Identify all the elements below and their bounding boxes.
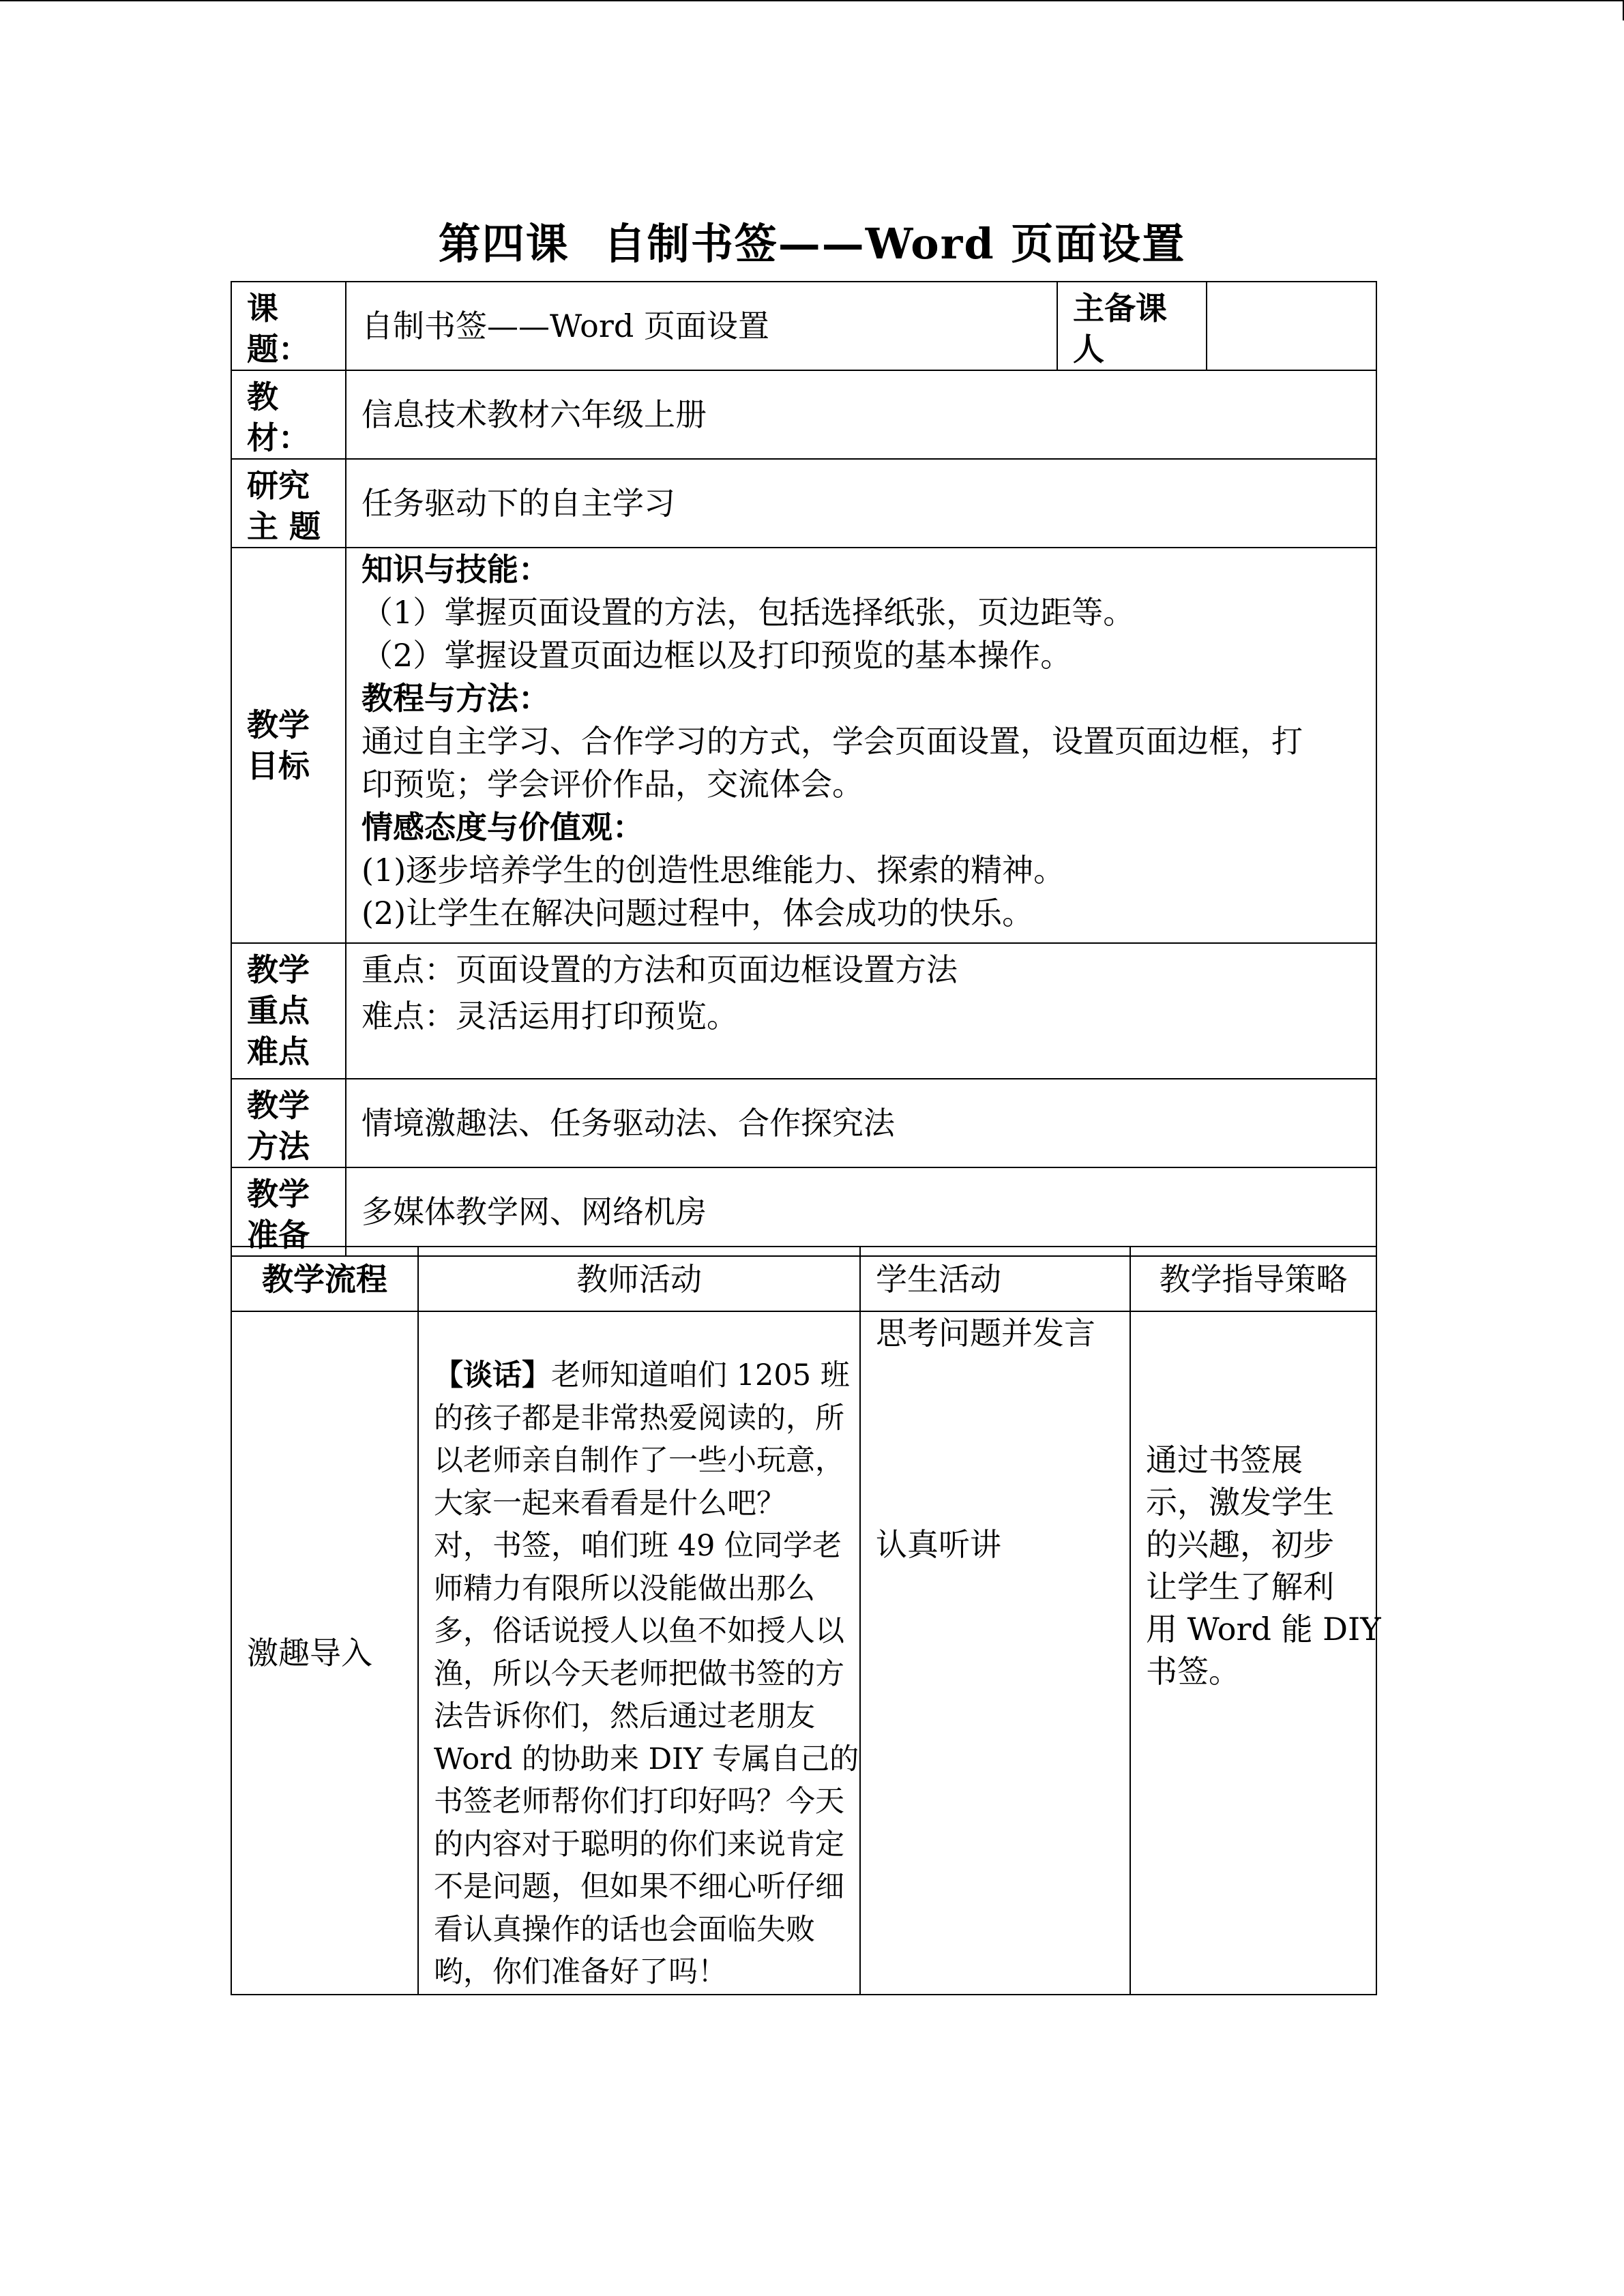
process-heading: 教程与方法： <box>361 680 550 717</box>
row-prep <box>231 1167 1376 1256</box>
flow-row-intro <box>231 1311 1376 1995</box>
row-method <box>231 1079 1376 1167</box>
research-value: 任务驱动下的自主学习 <box>346 459 1376 548</box>
page-title <box>0 210 1624 271</box>
teacher-lead: 【谈话】 <box>434 1358 551 1392</box>
strategy-line-5: 用 Word 能 DIY <box>1146 1611 1381 1648</box>
row-goals <box>231 548 1376 943</box>
strategy-line-4: 让学生了解利 <box>1146 1568 1334 1605</box>
teacher-line-9: 法告诉你们，然后通过老朋友 <box>434 1699 815 1733</box>
key-label: 教学 重点 难点 <box>231 943 346 1079</box>
teacher-line-2: 的孩子都是非常热爱阅读的，所 <box>434 1401 844 1435</box>
knowledge-item-2: （2）掌握设置页面边框以及打印预览的基本操作。 <box>361 637 1072 674</box>
lesson-info-table <box>231 281 1377 1257</box>
key-content <box>346 943 1376 1079</box>
emotion-item-1: (1)逐步培养学生的创造性思维能力、探索的精神。 <box>361 852 1065 889</box>
student-activity-2: 认真听讲 <box>876 1526 1001 1563</box>
teacher-line-4: 大家一起来看看是什么吧？ <box>434 1486 786 1521</box>
method-label: 教学 方法 <box>231 1079 346 1167</box>
teaching-flow-table <box>231 1246 1381 1995</box>
teacher-line-13: 不是问题，但如果不细心听仔细 <box>434 1870 844 1904</box>
teacher-line-7: 多，俗话说授人以鱼不如授人以 <box>434 1614 844 1648</box>
material-label: 教 材： <box>231 370 346 459</box>
strategy-line-2: 示，激发学生 <box>1146 1484 1334 1521</box>
page-top-border <box>0 0 1624 1</box>
student-activity-1: 思考问题并发言 <box>876 1315 1095 1352</box>
teacher-line-8: 渔，所以今天老师把做书签的方 <box>434 1656 844 1691</box>
teacher-line-1: 老师知道咱们 1205 班 <box>551 1358 850 1392</box>
teacher-line-6: 师精力有限所以没能做出那么 <box>434 1571 815 1606</box>
prep-value: 多媒体教学网、网络机房 <box>346 1167 1376 1256</box>
teacher-line-15: 哟，你们准备好了吗！ <box>434 1955 727 1989</box>
teacher-line-11: 书签老师帮你们打印好吗？今天 <box>434 1785 844 1819</box>
teacher-line-10: Word 的协助来 DIY 专属自己的 <box>434 1742 859 1776</box>
header-student: 学生活动 <box>860 1247 1130 1311</box>
emotion-heading: 情感态度与价值观： <box>361 809 644 846</box>
process-line-2: 印预览；学会评价作品，交流体会。 <box>361 766 863 803</box>
title-prefix: 第四课 <box>438 219 570 269</box>
process-line-1: 通过自主学习、合作学习的方式，学会页面设置，设置页面边框，打 <box>361 723 1303 760</box>
knowledge-heading: 知识与技能： <box>361 551 550 588</box>
strategy-line-1: 通过书签展 <box>1146 1442 1303 1478</box>
strategy-line-3: 的兴趣，初步 <box>1146 1526 1334 1563</box>
teacher-activity <box>418 1311 860 1995</box>
teacher-line-14: 看认真操作的话也会面临失败 <box>434 1912 815 1947</box>
teaching-strategy <box>1130 1311 1381 1995</box>
row-research <box>231 459 1376 548</box>
difficult-point: 难点：灵活运用打印预览。 <box>361 998 738 1034</box>
flow-header-row <box>231 1247 1376 1311</box>
emotion-item-2: (2)让学生在解决问题过程中，体会成功的快乐。 <box>361 895 1034 931</box>
header-stage: 教学流程 <box>231 1247 418 1311</box>
strategy-line-6: 书签。 <box>1146 1653 1240 1690</box>
topic-label: 课 题： <box>231 282 346 370</box>
method-value: 情境激趣法、任务驱动法、合作探究法 <box>346 1079 1376 1167</box>
material-value: 信息技术教材六年级上册 <box>346 370 1376 459</box>
header-strategy: 教学指导策略 <box>1130 1247 1376 1311</box>
goals-label: 教学 目标 <box>231 548 346 943</box>
goals-content <box>346 548 1376 943</box>
teacher-line-3: 以老师亲自制作了一些小玩意， <box>434 1444 844 1478</box>
stage-name: 激趣导入 <box>231 1311 418 1995</box>
knowledge-item-1: （1）掌握页面设置的方法，包括选择纸张，页边距等。 <box>361 594 1135 631</box>
key-point: 重点：页面设置的方法和页面边框设置方法 <box>361 951 958 988</box>
row-key-points <box>231 943 1376 1079</box>
title-main: 自制书签——Word 页面设置 <box>603 219 1186 269</box>
teacher-line-5: 对，书签，咱们班 49 位同学老 <box>434 1529 842 1563</box>
row-topic <box>231 282 1376 370</box>
prep-label: 教学 准备 <box>231 1167 346 1256</box>
student-activity <box>860 1311 1130 1995</box>
research-label: 研究 主 题 <box>231 459 346 548</box>
header-teacher: 教师活动 <box>418 1247 860 1311</box>
teacher-line-12: 的内容对于聪明的你们来说肯定 <box>434 1827 844 1862</box>
preparer-label: 主备课 人 <box>1057 282 1207 370</box>
preparer-value <box>1207 282 1376 370</box>
topic-value: 自制书签——Word 页面设置 <box>346 282 1057 370</box>
row-material <box>231 370 1376 459</box>
